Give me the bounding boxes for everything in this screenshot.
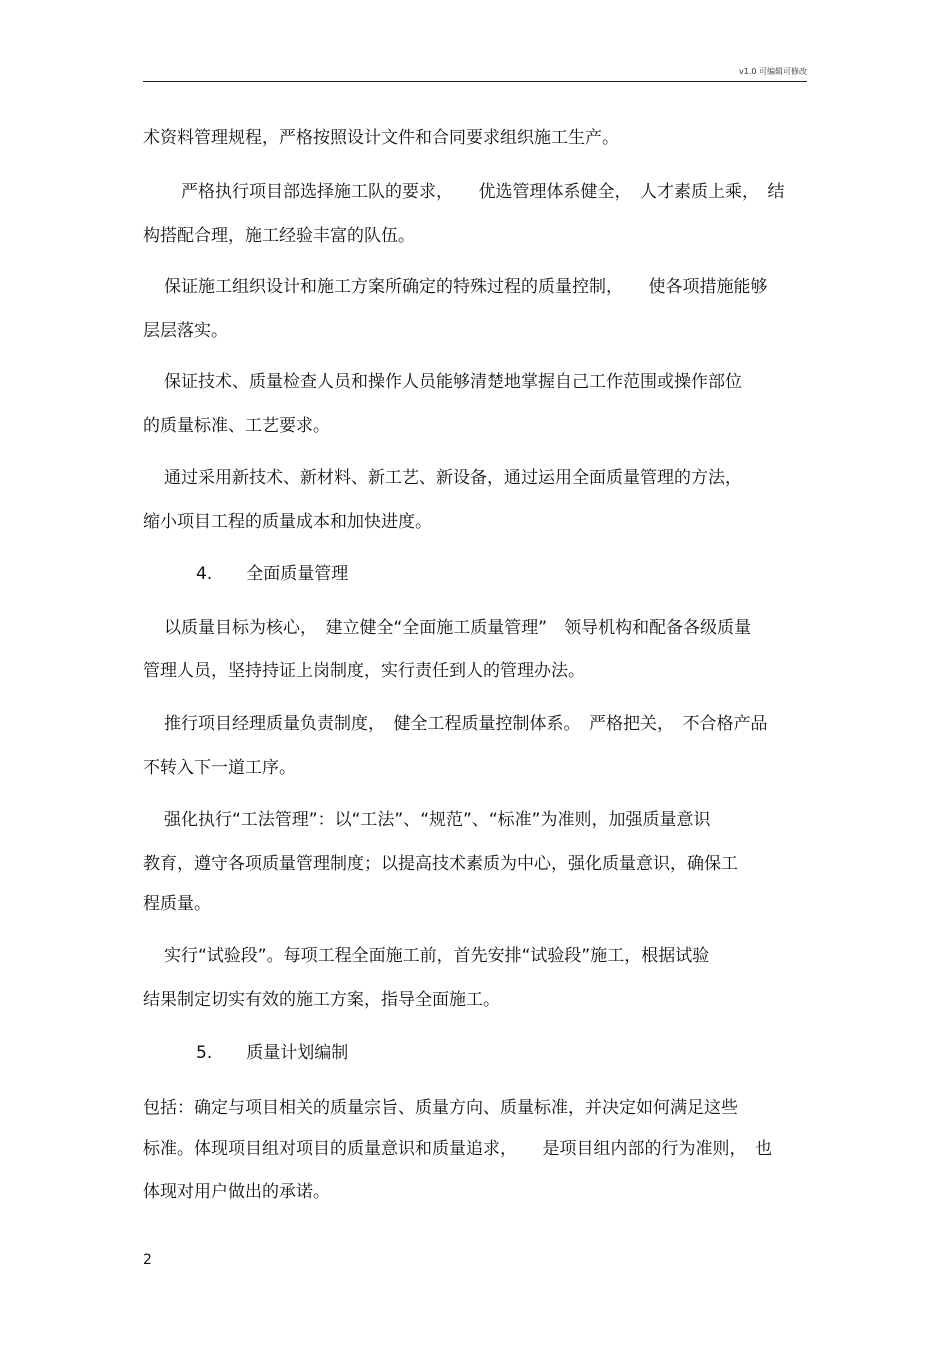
section-heading: 5. 质量计划编制 xyxy=(196,1043,349,1063)
text-line: 构搭配合理，施工经验丰富的队伍。 xyxy=(143,226,415,246)
text-line: 推行项目经理质量负责制度， 健全工程质量控制体系。 严格把关， 不合格产品 xyxy=(164,714,768,734)
text-line: 的质量标准、工艺要求。 xyxy=(143,416,330,436)
text-line: 不转入下一道工序。 xyxy=(143,758,296,778)
text-line: 包括：确定与项目相关的质量宗旨、质量方向、质量标准，并决定如何满足这些 xyxy=(143,1098,738,1118)
text-line: 体现对用户做出的承诺。 xyxy=(143,1182,330,1202)
version-note: v1.0 可编辑可修改 xyxy=(739,67,807,76)
text-line: 通过采用新技术、新材料、新工艺、新设备，通过运用全面质量管理的方法， xyxy=(164,468,742,488)
text-line: 严格执行项目部选择施工队的要求， 优选管理体系健全， 人才素质上乘， 结 xyxy=(181,182,785,202)
text-line: 实行“试验段”。每项工程全面施工前，首先安排“试验段”施工，根据试验 xyxy=(164,946,710,966)
text-line: 层层落实。 xyxy=(143,321,228,341)
header-divider xyxy=(143,81,807,82)
text-line: 保证技术、质量检查人员和操作人员能够清楚地掌握自己工作范围或操作部位 xyxy=(164,372,742,392)
text-line: 标准。体现项目组对项目的质量意识和质量追求， 是项目组内部的行为准则， 也 xyxy=(143,1139,772,1159)
text-line: 程质量。 xyxy=(143,894,211,914)
text-line: 强化执行“工法管理”：以“工法”、“规范”、“标准”为准则，加强质量意识 xyxy=(164,810,711,830)
section-heading: 4. 全面质量管理 xyxy=(196,564,349,584)
text-line: 保证施工组织设计和施工方案所确定的特殊过程的质量控制， 使各项措施能够 xyxy=(164,277,768,297)
text-line: 结果制定切实有效的施工方案，指导全面施工。 xyxy=(143,990,500,1010)
text-line: 以质量目标为核心， 建立健全“全面施工质量管理” 领导机构和配备各级质量 xyxy=(164,618,752,638)
text-line: 教育，遵守各项质量管理制度；以提高技术素质为中心，强化质量意识，确保工 xyxy=(143,854,738,874)
text-line: 术资料管理规程，严格按照设计文件和合同要求组织施工生产。 xyxy=(143,128,619,148)
page-number: 2 xyxy=(143,1252,152,1268)
text-line: 缩小项目工程的质量成本和加快进度。 xyxy=(143,512,432,532)
text-line: 管理人员，坚持持证上岗制度，实行责任到人的管理办法。 xyxy=(143,661,585,681)
